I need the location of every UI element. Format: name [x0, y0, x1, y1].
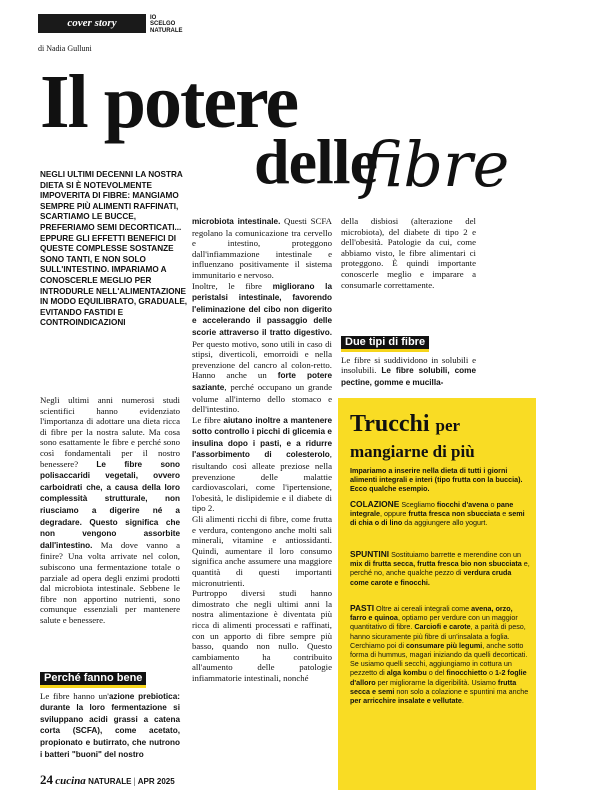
body-text: Inoltre, le fibre	[192, 280, 273, 291]
body-text: Questi SCFA regolano la comunicazione tra cervello e intestino, proteggono dall'infiammazione intestinale e influenzano positivamente il sistema immunitario e nervoso.	[192, 216, 332, 280]
byline: di Nadia Gulluni	[38, 44, 92, 53]
tip-bold: verdura cruda come carote e finocchi.	[350, 568, 512, 587]
body-paragraph	[192, 281, 332, 415]
box-title-word: per	[435, 416, 461, 435]
tip-keyword: COLAZIONE	[350, 499, 400, 509]
tip-text: e, perché no, anche qualche pezzo di	[350, 559, 530, 578]
body-text: Per questo motivo, sono utili in caso di stipsi, diverticoli, emorroidi e nella prevenzione del cancro al colon-retto. Hanno anche un	[192, 338, 332, 381]
kicker-line: SCELGO	[150, 21, 176, 28]
body-bold: Le fibre solubili, come pectine, gomme e mucilla-	[341, 366, 476, 387]
tip-text: Sostituiamo barrette e merendine con un	[389, 550, 521, 559]
tip-text: o	[487, 668, 496, 678]
column-2	[192, 216, 332, 684]
footer-separator: |	[133, 776, 136, 786]
tip-keyword: SPUNTINI	[350, 549, 390, 559]
body-text: Ma dove vanno a finire? Una volta arrivate nel colon, subiscono una fermentazione totale o parziale ad opera degli enzimi prodotti dal microbiota intestinale. Sebbene le fibre non apportino nutrienti, sono comunque essenziali per mantenere salute e benessere.	[40, 539, 180, 625]
tip-bold: per arricchire insalate e vellutate	[350, 696, 462, 706]
body-bold: Le fibre sono polisaccaridi vegetali, ovvero carboidrati che, a causa della loro complessità strutturale, non riusciamo a digerire né a degradare. Questo significa che non vengono assorbite dall'intestino.	[40, 459, 181, 550]
tip-text: e	[500, 509, 509, 519]
tip-bold: alga kombu	[386, 668, 427, 678]
body-text: , perché occupano un grande volume all'interno dello stomaco e dell'intestino.	[192, 381, 332, 415]
tip-text: per migliorarne la digeribilità. Usiamo	[375, 677, 498, 687]
body-paragraph: Gli alimenti ricchi di fibre, come frutta e verdura, contengono anche molti sali minerali, vitamine e antiossidanti. Quindi, aumentare il loro consumo significa anche assumere una maggiore quantità di questi importanti micronutrienti.	[192, 514, 332, 588]
magazine-name-suffix: NATURALE	[88, 777, 132, 786]
tip-bold: frutta fresca non sbucciata	[408, 509, 501, 519]
body-bold: migliorano la peristalsi intestinale, favorendo l'eliminazione del cibo non digerito e accelerando il passaggio delle scorie attraverso il tratto digestivo.	[192, 281, 333, 337]
tip-text: , anche sotto forma di hummus, magari iniziando da quelli decorticati. Se usiamo quelli secchi, aggiungiamo in cottura un pezzetto di	[350, 640, 528, 678]
tip-text: , oppure	[379, 509, 409, 519]
subheading: Perché fanno bene	[40, 672, 146, 688]
tip-bold: finocchietto	[446, 668, 488, 678]
lead-paragraph: NEGLI ULTIMI DECENNI LA NOSTRA DIETA SI È NOTEVOLMENTE IMPOVERITA DI FIBRE: MANGIAMO SEMPRE PIÙ ALIMENTI RAFFINATI, SCARTIAMO LE BUCCE, PREFERIAMO SEMI DECORTICATI... EPPURE GLI EFFETTI BENEFICI DI QUESTE COMPLESSE SOSTANZE SONO TANTI, E NON SOLO SULL'INTESTINO. IMPARIAMO A CONOSCERLE MEGLIO PER INTRODURLE NELL'ALIMENTAZIONE IN MODO EQUILIBRATO, GRADUALE, EVITANDO FASTIDI E CONTROINDICAZIONI	[40, 170, 188, 328]
body-bold: microbiota intestinale.	[192, 217, 281, 226]
kicker-line: IO	[150, 15, 157, 21]
body-text: , risultando così alleate preziose nella prevenzione delle malattie cardiovascolari, come l'ipertensione, l'obesità, le dislipidemie e il diabete di tipo 2.	[192, 449, 332, 514]
body-paragraph	[40, 691, 180, 761]
title-line-2: delle	[254, 126, 377, 197]
tip-bold: semi di chia o di lino	[350, 509, 525, 528]
column-1	[40, 395, 180, 625]
tip-text: non solo a colazione e spuntini ma anche	[394, 686, 529, 696]
title-line-1: Il potere	[40, 60, 298, 144]
body-bold: azione prebiotica: durante la loro fermentazione si sviluppano acidi grassi a catena corta (SCFA), come acetato, propionato e butirrato, che nutrono i batteri "buoni" del nostro	[40, 691, 180, 759]
kicker-line: NATURALE	[150, 27, 183, 34]
tip-text: , a parità di peso, hanno sicuramente più fibre di un'insalata a foglia. Cerchiamo poi di	[350, 622, 526, 650]
body-paragraph	[192, 216, 332, 281]
tip-text: da aggiungere allo yogurt.	[402, 518, 488, 528]
tip-text: Oltre ai cereali integrali come	[374, 604, 472, 613]
tip-bold: frutta secca e semi	[350, 677, 517, 696]
tip-text: o del	[426, 668, 447, 678]
tip-bold: pane integrale	[350, 500, 514, 519]
body-text: Le fibre	[192, 414, 224, 425]
page-footer	[40, 772, 175, 788]
kicker	[150, 15, 198, 34]
issue-date: APR 2025	[137, 777, 175, 786]
tip-bold: avena, orzo, farro e quinoa	[350, 604, 513, 623]
tip-bold: consumare più legumi	[405, 640, 483, 650]
tip-bold: 1-2 foglie d'alloro	[350, 668, 527, 687]
tip-text: , optiamo per verdure con un maggior quantitativo di fibre.	[350, 613, 518, 632]
tip-pasti	[350, 604, 530, 705]
column-3	[341, 216, 476, 290]
magazine-name: cucina	[55, 775, 86, 787]
tip-bold: fiocchi d'avena	[436, 500, 489, 509]
subheading: Due tipi di fibre	[341, 336, 429, 352]
title-line-3: fibre	[362, 128, 510, 201]
tip-bold: mix di frutta secca, frutta fresca bio non sbucciata	[350, 559, 522, 569]
tip-spuntini	[350, 550, 530, 587]
body-paragraph: Purtroppo diversi studi hanno dimostrato che negli ultimi anni la nostra alimentazione è diventata più ricca di alimenti processati e raffinati, con un apporto di fibre sempre più basso, quando non nullo. Questo cambiamento ha contribuito all'aumento delle patologie infiammatorie intestinali, nonché	[192, 588, 332, 683]
section-label: cover story	[67, 17, 117, 29]
box-title-word: Trucchi	[350, 411, 430, 437]
tips-box-title	[350, 412, 530, 464]
box-title-word: mangiarne di più	[350, 442, 475, 461]
body-paragraph	[341, 355, 476, 389]
body-bold: forte potere saziante	[192, 371, 332, 392]
body-paragraph	[40, 395, 180, 625]
tip-text: .	[461, 696, 464, 706]
body-paragraph: della disbiosi (alterazione del microbiota), del diabete di tipo 2 e dell'obesità. Patologie da cui, come abbiamo visto, le fibre alimentari ci proteggono. È quindi importante conoscerle meglio e imparare a consumarle correttamente.	[341, 216, 476, 290]
tip-keyword: PASTI	[350, 603, 375, 613]
tip-colazione	[350, 500, 530, 528]
column-3-section	[341, 336, 476, 388]
body-bold: aiutano inoltre a mantenere sotto controllo i picchi di glicemia e insulina dopo i pasti, e a ridurre l'assorbimento di colesterolo	[192, 415, 332, 460]
tip-text: o	[488, 500, 497, 509]
body-text: Le fibre si suddividono in solubili e insolubili.	[341, 354, 476, 376]
tip-text: Scegliamo	[399, 500, 437, 509]
body-text: Negli ultimi anni numerosi studi scientifici hanno evidenziato l'importanza di adottare una dieta ricca di fibre per la nostra salute. Ma cosa sono esattamente le fibre e perché sono così fondamentali per il nostro benessere?	[40, 395, 180, 469]
column-1-section	[40, 672, 180, 760]
tip-bold: Carciofi e carote	[414, 622, 471, 632]
body-text: Le fibre hanno un'	[40, 690, 109, 701]
page-number: 24	[40, 772, 53, 787]
body-paragraph	[192, 415, 332, 514]
tips-intro: Impariamo a inserire nella dieta di tutti i giorni alimenti integrali e interi (tipo frutta con la buccia). Ecco qualche esempio.	[350, 466, 523, 494]
